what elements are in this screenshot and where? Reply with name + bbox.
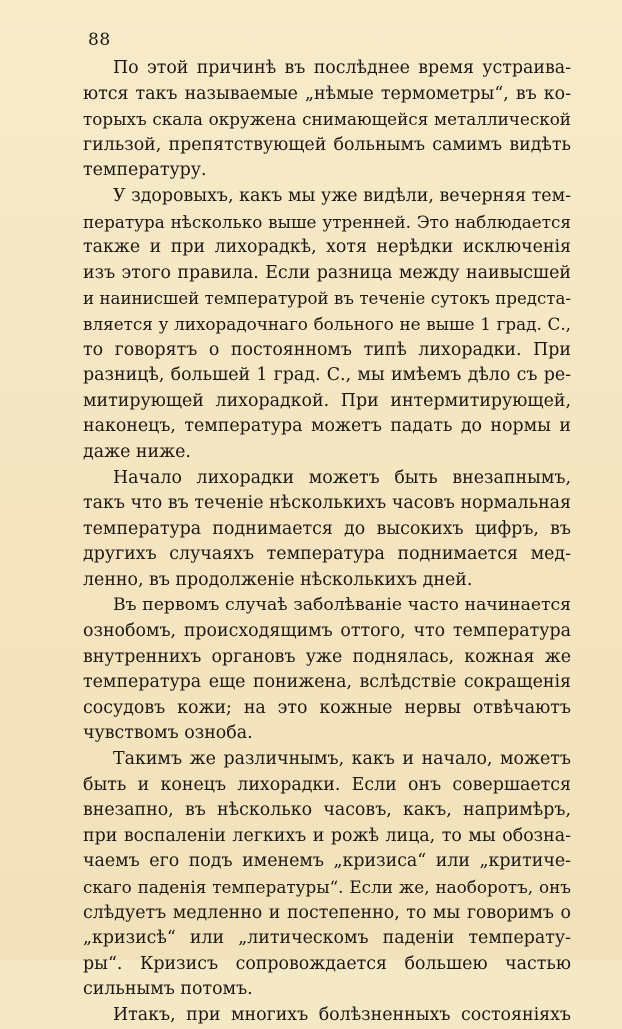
text-line: По этой причинѣ въ послѣднее время устраива- (113, 58, 571, 78)
text-line: Итакъ, при многихъ болѣзненныхъ состояніяхъ (113, 1004, 571, 1025)
text-line: Начало лихорадки можетъ быть внезапнымъ, (113, 467, 571, 488)
text-line: Такимъ же различнымъ, какъ и начало, можетъ (113, 749, 571, 770)
text-line: сосудовъ кожи; на это кожные нервы отвѣчаютъ (83, 697, 571, 718)
text-line: митирующей лихорадкой. При интермитирующей, (83, 390, 571, 411)
text-line: ры“. Кризисъ сопровождается большею частью (83, 953, 571, 974)
text-line: другихъ случаяхъ температура поднимается мед- (83, 544, 571, 565)
text-line: чаемъ его подъ именемъ „кризиса“ или „критиче- (83, 851, 571, 872)
text-line: разницѣ, большей 1 град. С., мы имѣемъ дѣло съ ре- (83, 365, 571, 386)
text-line: У здоровыхъ, какъ мы уже видѣли, вечерняя тем- (113, 185, 571, 206)
text-line: температуру. (83, 160, 207, 181)
text-line: температура еще понижена, вслѣдствіе сокращенія (83, 672, 571, 693)
text-line: ознобомъ, происходящимъ оттого, что температура (83, 621, 571, 642)
text-line: ленно, въ продолженіе нѣсколькихъ дней. (83, 569, 473, 590)
text-line: даже ниже. (83, 441, 191, 462)
text-line: торыхъ скала окружена снимающейся металлической (83, 109, 571, 130)
text-line: скаго паденія температуры“. Если же, наоборотъ, онъ (83, 877, 571, 897)
text-line: внезапно, въ нѣсколько часовъ, какъ, напримѣръ, (83, 800, 571, 821)
text-line: изъ этого правила. Если разница между наивысшей (83, 262, 571, 283)
text-line: также и при лихорадкѣ, хотя нерѣдки исключенія (83, 237, 571, 258)
text-line: чувствомъ озноба. (83, 723, 253, 744)
text-line: сильнымъ потомъ. (83, 979, 253, 1000)
text-line: Въ первомъ случаѣ заболѣваніе часто начинается (113, 595, 571, 616)
text-line: быть и конецъ лихорадки. Если онъ совершается (83, 774, 571, 795)
text-line: внутреннихъ органовъ уже поднялась, кожная же (83, 646, 571, 667)
text-line: пература нѣсколько выше утренней. Это наблюдается (83, 211, 571, 232)
text-line: такъ что въ теченіе нѣсколькихъ часовъ нормальная (83, 493, 571, 514)
text-line: наконецъ, температура можетъ падать до нормы и (83, 416, 571, 437)
text-line: гильзой, препятствующей больнымъ самимъ видѣть (83, 134, 571, 155)
text-line: и наинисшей температурой въ теченіе сутокъ предста- (83, 289, 571, 309)
page-number: 88 (88, 30, 111, 50)
text-line: „кризисѣ“ или „литическомъ паденіи температу- (83, 928, 571, 949)
text-line: при воспаленіи легкихъ и рожѣ лица, то мы обозна- (83, 825, 571, 846)
text-line: температура поднимается до высокихъ цифръ, въ (83, 518, 571, 539)
text-line: вляется у лихорадочнаго больного не выше 1 град. С., (83, 313, 571, 334)
text-line: ются такъ называемые „нѣмые термометры“, въ ко- (83, 83, 571, 104)
text-line: слѣдуетъ медленно и постепенно, то мы говоримъ о (83, 902, 571, 923)
text-line: то говорятъ о постоянномъ типѣ лихорадки. При (83, 339, 571, 360)
body-text (83, 56, 571, 1029)
